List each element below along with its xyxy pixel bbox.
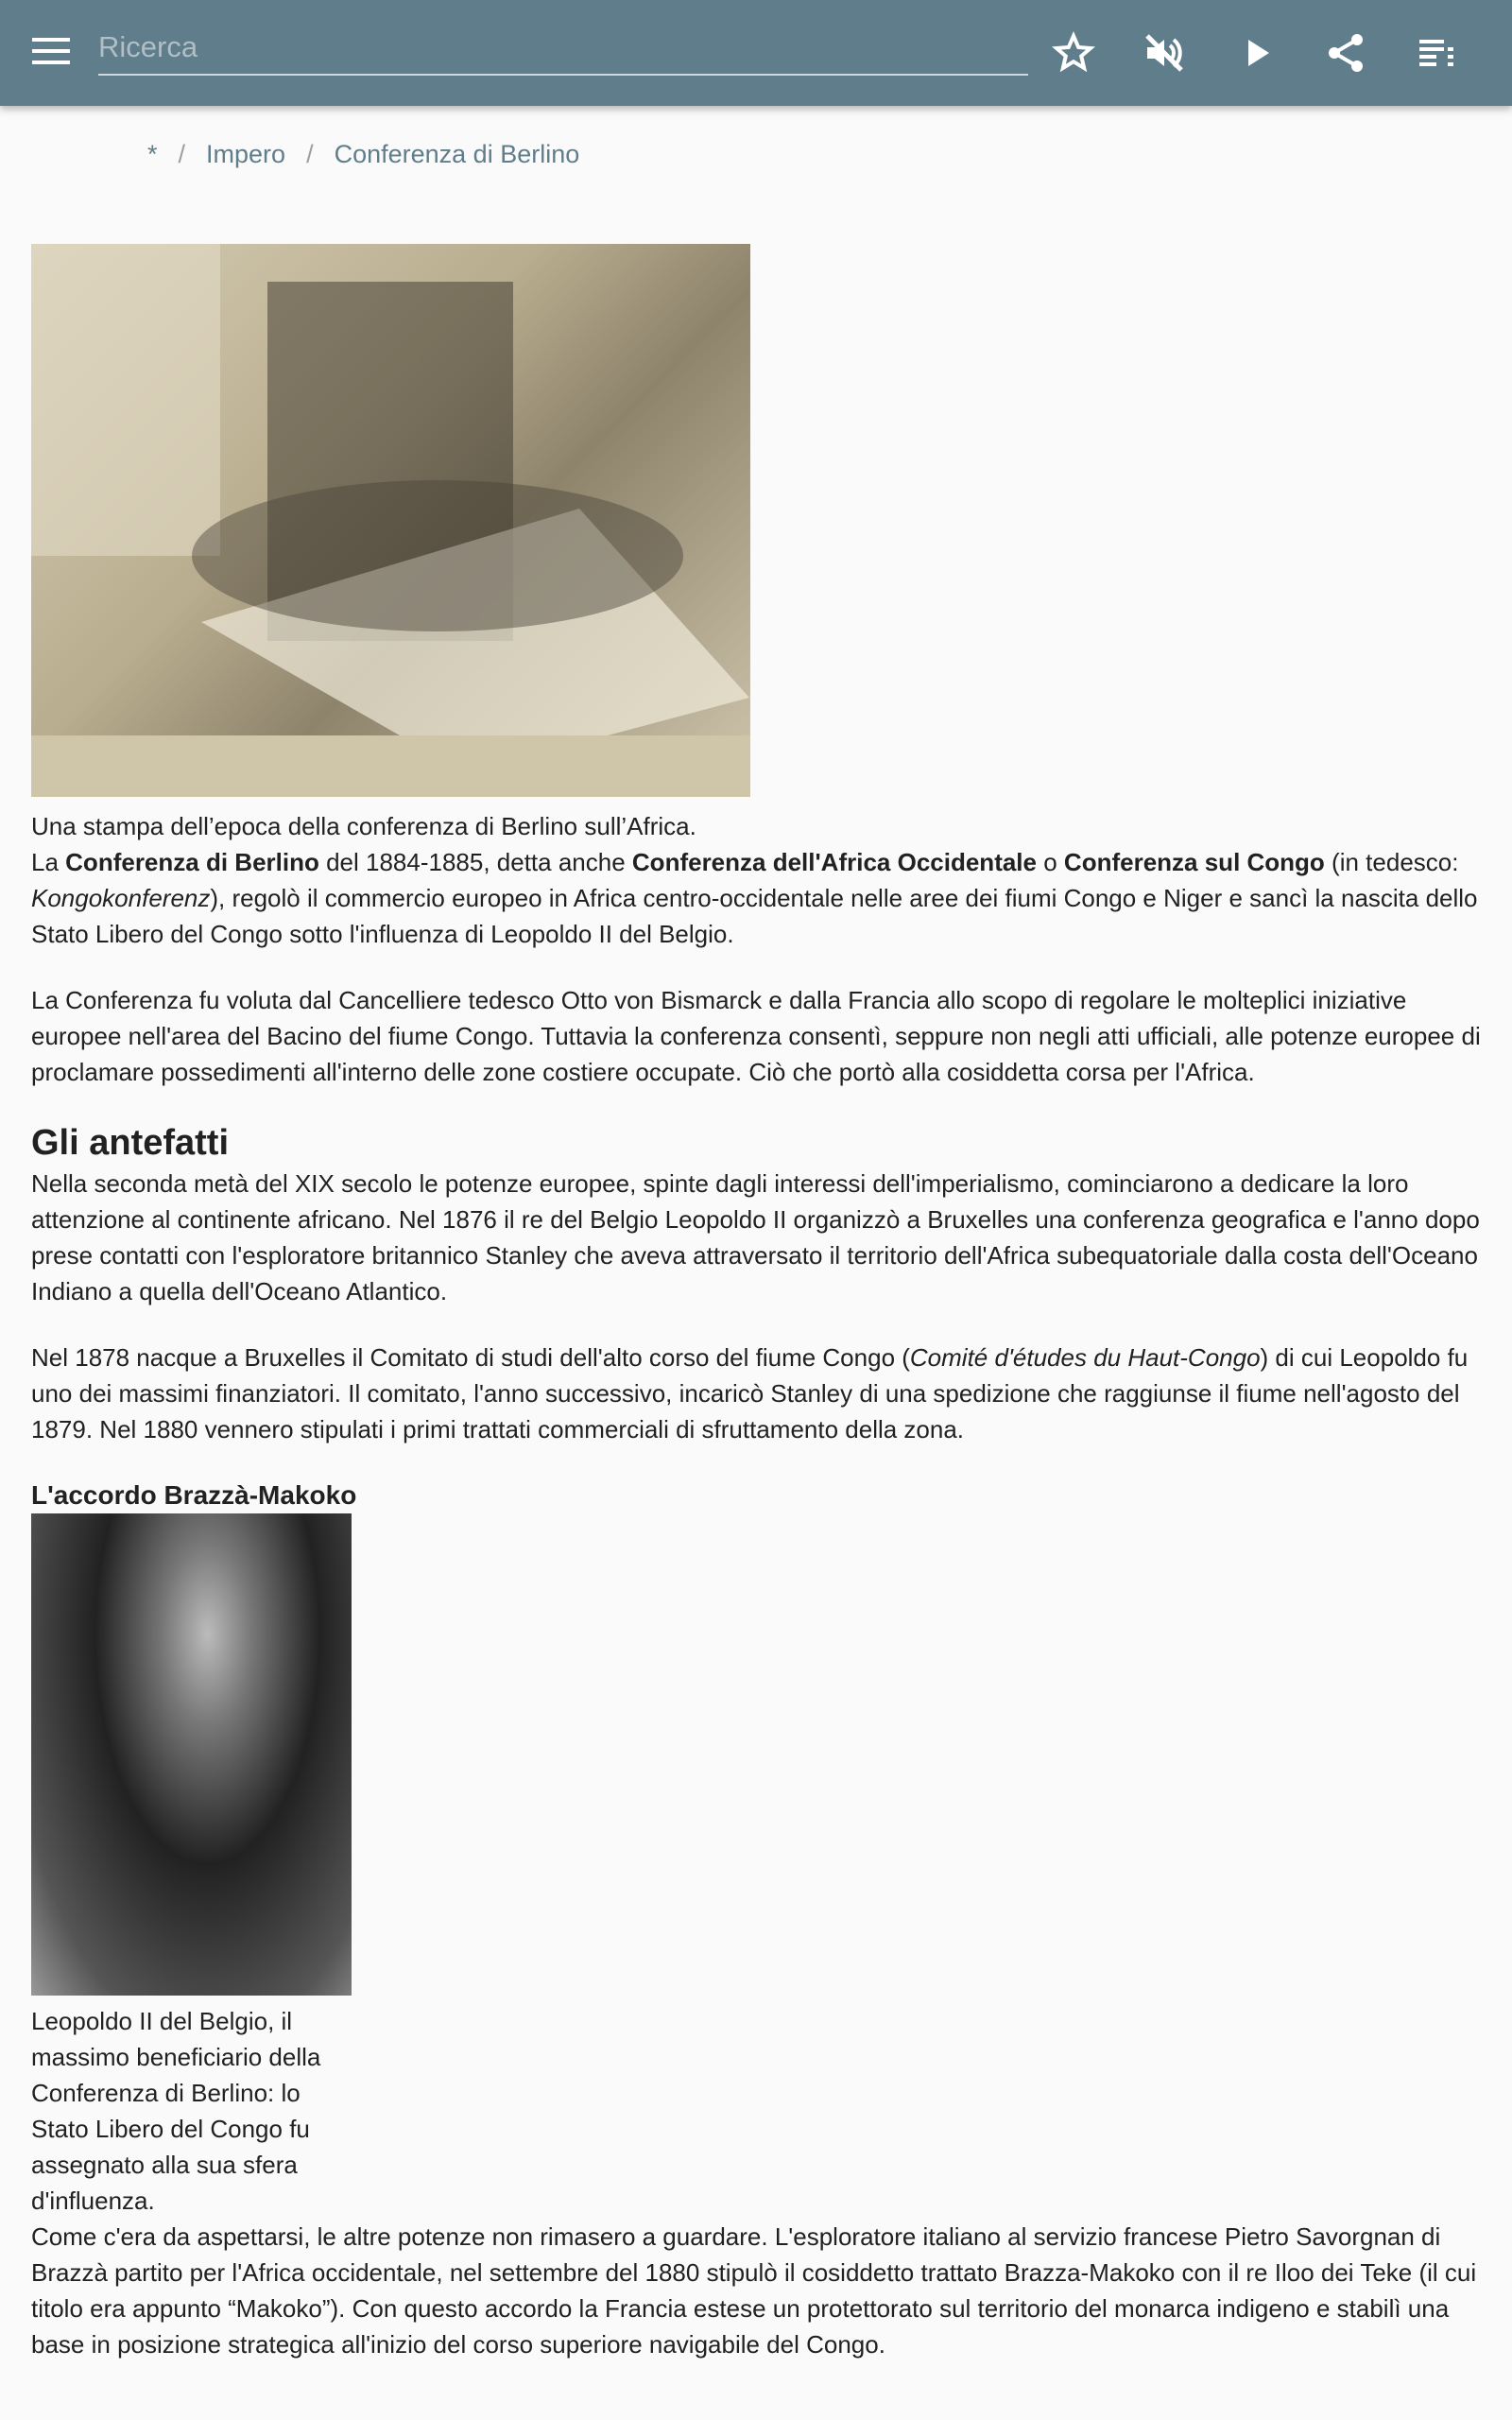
text-run: o <box>1037 848 1064 876</box>
bold-term: Conferenza sul Congo <box>1063 848 1325 876</box>
section-heading-brazza-makoko: L'accordo Brazzà-Makoko <box>31 1480 357 1510</box>
figure2-caption: Leopoldo II del Belgio, il massimo beneficiario della Conferenza di Berlino: lo Stato Libero del Congo fu assegnato alla sua sfera d'influenza. <box>31 2007 321 2215</box>
mute-icon[interactable] <box>1142 30 1187 76</box>
play-icon[interactable] <box>1233 30 1279 76</box>
conference-engraving-image[interactable] <box>31 244 750 797</box>
italic-term: Kongokonferenz <box>31 884 211 912</box>
text-run: La <box>31 848 66 876</box>
text-run: ) di cui Leopoldo fu uno dei massimi finanziatori. Il comitato, l'anno successivo, incaricò Stanley di una spedizione che raggiunse il fiume nell'agosto del 1879. Nel 1880 vennero stipulati i primi trattati commerciali di sfruttamento della zona. <box>31 1343 1469 1443</box>
bold-term: Conferenza di Berlino <box>65 848 319 876</box>
intro-paragraph-1 <box>31 844 1486 952</box>
breadcrumb-current: Conferenza di Berlino <box>334 140 580 168</box>
antefatti-paragraph-2 <box>31 1340 1486 1447</box>
share-icon[interactable] <box>1323 30 1368 76</box>
breadcrumb-home[interactable]: * <box>147 140 158 168</box>
italic-term: Comité d'études du Haut-Congo <box>909 1343 1261 1372</box>
playlist-icon[interactable] <box>1414 30 1459 76</box>
text-run: Nel 1878 nacque a Bruxelles il Comitato di studi dell'alto corso del fiume Congo ( <box>31 1343 910 1372</box>
text-run: ), regolò il commercio europeo in Africa centro-occidentale nelle aree dei fiumi Congo e Niger e sancì la nascita dello Stato Libero del Congo sotto l'influenza di Leopoldo II del Belgio. <box>31 884 1478 948</box>
section-heading-antefatti: Gli antefatti <box>31 1123 230 1163</box>
antefatti-paragraph-1: Nella seconda metà del XIX secolo le potenze europee, spinte dagli interessi dell'imperialismo, cominciarono a dedicare la loro attenzione al continente africano. Nel 1876 il re del Belgio Leopoldo II organizzò a Bruxelles una conferenza geografica e l'anno dopo prese contatti con l'esploratore britannico Stanley che aveva attraversato il territorio dell'Africa subequatoriale dalla costa dell'Oceano Indiano a quella dell'Oceano Atlantico. <box>31 1169 1480 1305</box>
leopold-ii-portrait-image[interactable] <box>31 1513 352 1996</box>
brazza-paragraph-1: Come c'era da aspettarsi, le altre potenze non rimasero a guardare. L'esploratore italiano al servizio francese Pietro Savorgnan di Brazzà partito per l'Africa occidentale, nel settembre del 1880 stipulò il cosiddetto trattato Brazza-Makoko con il re Iloo dei Teke (il cui titolo era appunto “Makoko”). Con questo accordo la Francia estese un protettorato sul territorio del monarca indigeno e stabilì una base in posizione strategica all'inizio del corso superiore navigabile del Congo. <box>31 2222 1477 2359</box>
article <box>31 244 1486 2393</box>
search-input[interactable] <box>98 21 1028 76</box>
star-icon[interactable] <box>1051 30 1096 76</box>
menu-icon[interactable] <box>32 38 70 68</box>
intro-paragraph-2: La Conferenza fu voluta dal Cancelliere tedesco Otto von Bismarck e dalla Francia allo scopo di regolare le molteplici iniziative europee nell'area del Bacino del fiume Congo. Tuttavia la conferenza consentì, seppure non negli atti ufficiali, alle potenze europee di proclamare possedimenti all'interno delle zone costiere occupate. Ciò che portò alla cosiddetta corsa per l'Africa. <box>31 986 1481 1086</box>
breadcrumb-impero[interactable]: Impero <box>206 140 286 168</box>
breadcrumb: * / Impero / Conferenza di Berlino <box>147 140 580 168</box>
bold-term: Conferenza dell'Africa Occidentale <box>631 848 1037 876</box>
text-run: (in tedesco: <box>1324 848 1459 876</box>
toolbar <box>0 0 1512 106</box>
figure1-caption: Una stampa dell’epoca della conferenza di Berlino sull’Africa. <box>31 812 696 840</box>
text-run: del 1884-1885, detta anche <box>318 848 632 876</box>
